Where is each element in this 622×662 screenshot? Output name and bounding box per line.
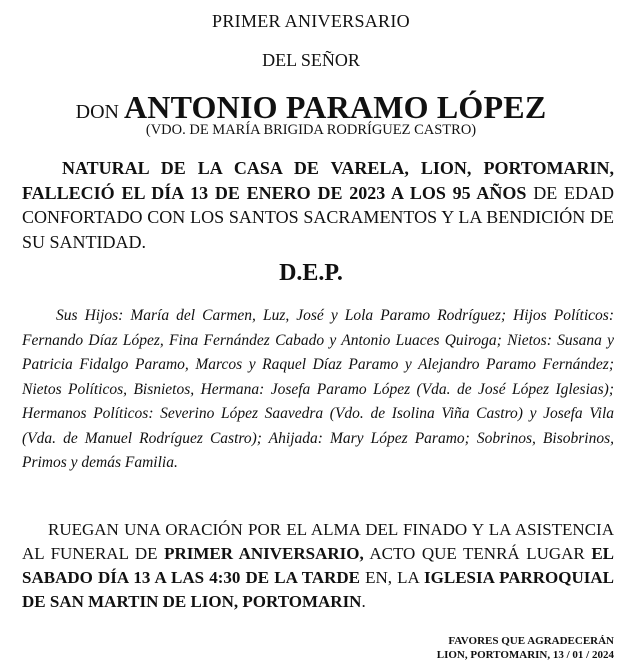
request-paragraph: [22, 518, 614, 614]
name-prefix: DON: [75, 101, 124, 123]
natural-bold-text: NATURAL DE LA CASA DE VARELA, LION, PORTOMARIN, FALLECIÓ EL DÍA 13 DE ENERO DE 2023 A LOS 95 AÑOS: [22, 158, 614, 203]
request-text-4: .: [361, 592, 366, 611]
family-text: Sus Hijos: María del Carmen, Luz, José y Lola Paramo Rodríguez; Hijos Políticos: Fernando Díaz López, Fina Fernández Cabado y Antonio Luaces Quiroga; Nietos: Susana y Patricia Fidalgo Paramo, Marcos y Raquel Díaz Paramo y Alejandro Paramo Fernández; Nietos Políticos, Bisnietos, Hermana: Josefa Paramo López (Vda. de José López Iglesias); Hermanos Políticos: Severino López Saavedra (Vdo. de Isolina Viña Castro) y Josefa Vila (Vda. de Manuel Rodríguez Castro); Ahijada: Mary López Paramo; Sobrinos, Bisobrinos, Primos y demás Familia.: [22, 307, 614, 471]
request-text-3: EN, LA: [360, 568, 425, 587]
del-senor-heading: DEL SEÑOR: [262, 50, 360, 70]
deceased-name: ANTONIO PARAMO LÓPEZ: [123, 89, 547, 125]
anniversary-heading: PRIMER ANIVERSARIO: [212, 11, 410, 31]
natural-paragraph: [22, 156, 614, 254]
request-text-2: ACTO QUE TENRÁ LUGAR: [363, 544, 592, 563]
dep-heading: D.E.P.: [279, 260, 343, 286]
request-text-1: RUEGAN UNA ORACIÓN POR EL ALMA DEL FINADO Y LA ASISTENCIA AL FUNERAL DE: [22, 520, 614, 563]
footer-line-2: LION, PORTOMARIN, 13 / 01 / 2024: [436, 649, 614, 661]
widower-note: (VDO. DE MARÍA BRIGIDA RODRÍGUEZ CASTRO): [145, 122, 477, 138]
request-bold-1: PRIMER ANIVERSARIO,: [164, 544, 364, 563]
family-paragraph: [22, 304, 614, 476]
footer-line-1: FAVORES QUE AGRADECERÁN: [448, 635, 614, 647]
request-bold-3: IGLESIA PARROQUIAL DE SAN MARTIN DE LION, PORTOMARIN: [22, 568, 614, 611]
request-bold-2: EL SABADO DÍA 13 A LAS 4:30 DE LA TARDE: [22, 544, 614, 587]
natural-rest-text: DE EDAD CONFORTADO CON LOS SANTOS SACRAMENTOS Y LA BENDICIÓN DE SU SANTIDAD.: [22, 182, 614, 252]
footer-block: [437, 634, 614, 662]
